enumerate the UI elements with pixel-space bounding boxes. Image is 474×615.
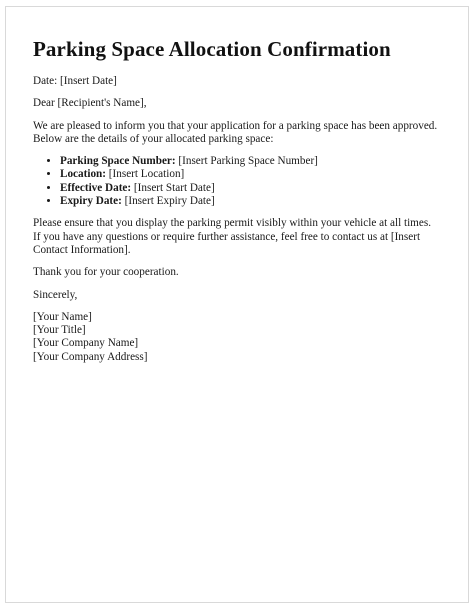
signature-block — [33, 311, 441, 364]
detail-label: Expiry Date: — [60, 195, 122, 208]
detail-parking-space-number — [60, 155, 441, 168]
date-line: Date: [Insert Date] — [33, 75, 117, 87]
letter-title: Parking Space Allocation Confirmation — [33, 37, 391, 61]
detail-label: Parking Space Number: — [60, 155, 176, 168]
signature-company: [Your Company Name] — [33, 337, 139, 350]
signature-name: [Your Name] — [33, 310, 92, 323]
detail-location — [60, 168, 441, 181]
instructions-paragraph: Please ensure that you display the parking permit visibly within your vehicle at all times. If you have any questions or require further assistance, feel free to contact us at [Insert Contact Information]. — [33, 217, 432, 256]
detail-effective-date — [60, 182, 441, 195]
detail-label: Effective Date: — [60, 181, 132, 194]
detail-value: [Insert Location] — [106, 168, 185, 181]
signature-title: [Your Title] — [33, 324, 86, 337]
detail-value: [Insert Parking Space Number] — [175, 155, 318, 168]
thanks-line: Thank you for your cooperation. — [33, 266, 179, 279]
salutation: Dear [Recipient's Name], — [33, 97, 147, 110]
details-list — [33, 155, 441, 208]
closing-line: Sincerely, — [33, 288, 78, 301]
detail-value: [Insert Expiry Date] — [121, 195, 215, 208]
intro-paragraph: We are pleased to inform you that your application for a parking space has been approved. Below are the details of your allocated parking space: — [33, 119, 438, 145]
signature-address: [Your Company Address] — [33, 350, 148, 363]
letter-page — [5, 6, 469, 603]
detail-value: [Insert Start Date] — [131, 181, 215, 194]
detail-expiry-date — [60, 195, 441, 208]
detail-label: Location: — [60, 168, 106, 181]
